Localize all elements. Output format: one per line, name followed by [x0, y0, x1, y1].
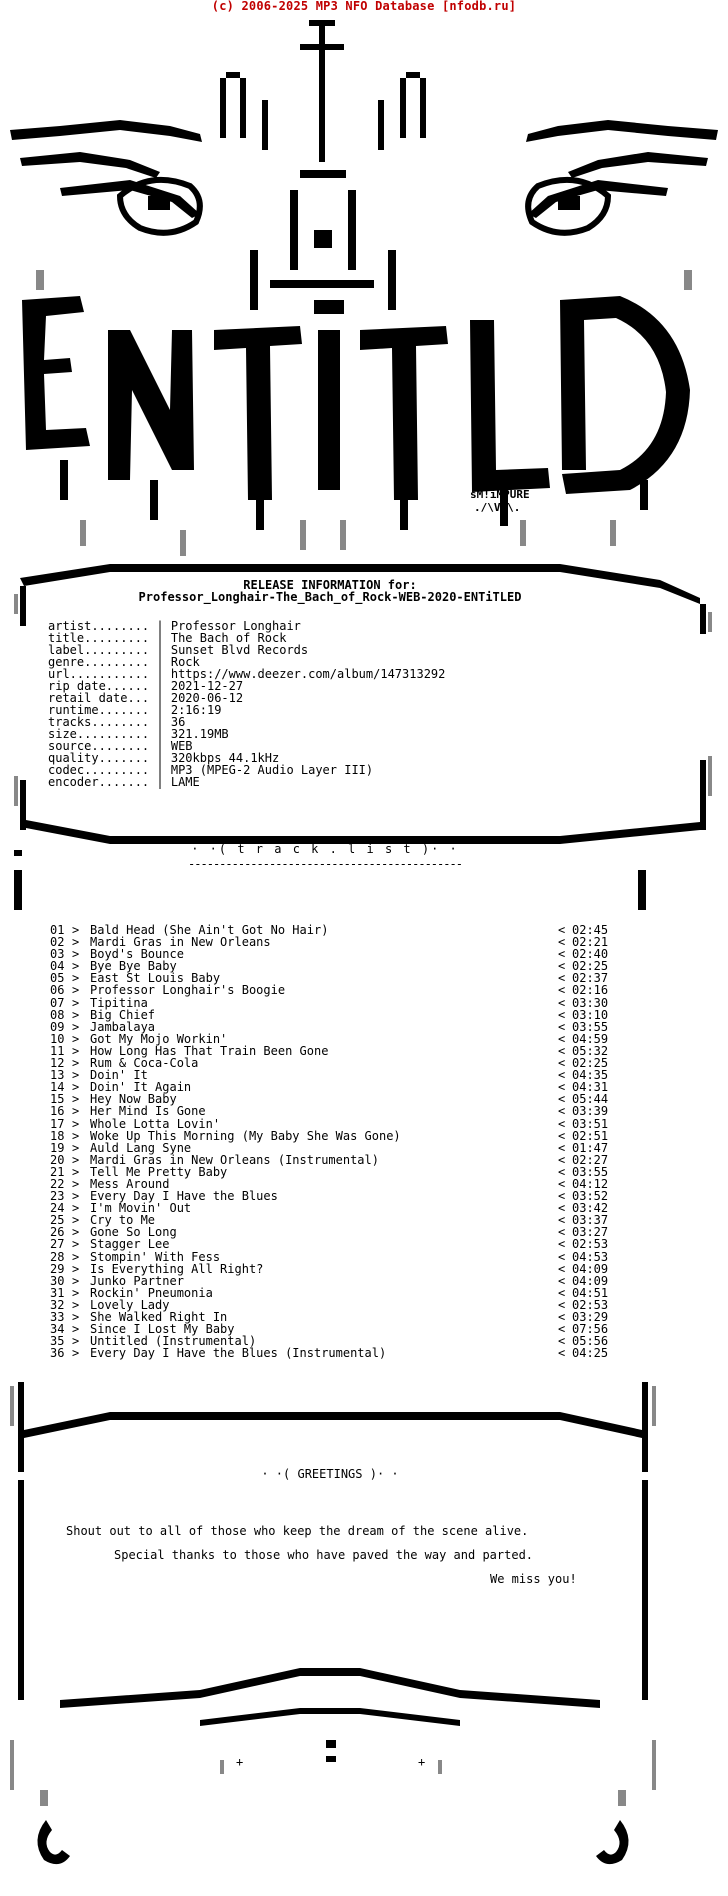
track-title: Woke Up This Morning (My Baby She Was Gone) — [90, 1128, 401, 1143]
track-duration: 05:44 — [572, 1092, 609, 1107]
track-duration: 04:09 — [572, 1273, 609, 1288]
duration-arrow: < — [558, 1128, 566, 1143]
duration-arrow: < — [558, 1068, 566, 1083]
greetings-line: We miss you! — [490, 1572, 577, 1586]
info-key: rip date...... — [48, 679, 150, 693]
track-title: How Long Has That Train Been Gone — [90, 1043, 329, 1058]
tracklist-title: · ·( t r a c k . l i s t )· · — [191, 842, 459, 856]
duration-arrow: < — [558, 1116, 566, 1131]
track-duration: 03:37 — [572, 1213, 609, 1228]
duration-arrow: < — [558, 1261, 566, 1276]
track-title: Professor Longhair's Boogie — [90, 983, 286, 998]
track-arrow: > — [72, 995, 80, 1010]
track-number: 14 — [50, 1080, 65, 1095]
track-title: Every Day I Have the Blues (Instrumental) — [90, 1346, 387, 1361]
greetings-title: · ·( GREETINGS )· · — [261, 1467, 399, 1481]
track-arrow: > — [72, 1334, 80, 1349]
track-title: Junko Partner — [90, 1273, 184, 1288]
release-header-line2: Professor_Longhair-The_Bach_of_Rock-WEB-2020-ENTiTLED — [138, 590, 522, 604]
track-row — [50, 1105, 620, 1117]
track-title: Her Mind Is Gone — [90, 1104, 206, 1119]
track-duration: 04:25 — [572, 1346, 609, 1361]
track-arrow: > — [72, 1285, 80, 1300]
track-arrow: > — [72, 947, 80, 962]
greetings-line: Special thanks to those who have paved the way and parted. — [114, 1548, 534, 1562]
track-number: 17 — [50, 1116, 65, 1131]
track-duration: 04:53 — [572, 1249, 609, 1264]
track-title: Mardi Gras in New Orleans — [90, 935, 271, 950]
track-duration: 03:52 — [572, 1189, 609, 1204]
track-title: Tell Me Pretty Baby — [90, 1164, 228, 1179]
track-number: 05 — [50, 971, 65, 986]
track-title: Untitled (Instrumental) — [90, 1334, 257, 1349]
track-title: Bald Head (She Ain't Got No Hair) — [90, 923, 329, 937]
track-title: Since I Lost My Baby — [90, 1322, 235, 1337]
info-row-artist: artist........ | Professor Longhair — [48, 619, 301, 633]
duration-arrow: < — [558, 1273, 566, 1288]
track-title: Auld Lang Syne — [90, 1140, 192, 1155]
track-number: 30 — [50, 1273, 65, 1288]
tracklist-separator-bottom: -------------------------------------------- — [188, 858, 462, 870]
duration-arrow: < — [558, 1080, 566, 1095]
track-duration: 03:10 — [572, 1007, 609, 1022]
info-key: url........... — [48, 667, 150, 681]
track-number: 25 — [50, 1213, 65, 1228]
duration-arrow: < — [558, 1310, 566, 1324]
track-duration: 03:55 — [572, 1164, 609, 1179]
duration-arrow: < — [558, 1092, 566, 1107]
track-number: 23 — [50, 1189, 65, 1204]
info-value: 36 — [170, 715, 186, 729]
duration-arrow: < — [558, 1285, 566, 1300]
track-title: Got My Mojo Workin' — [90, 1031, 228, 1046]
track-duration: 05:56 — [572, 1334, 609, 1349]
track-title: Boyd's Bounce — [90, 947, 184, 962]
track-arrow: > — [72, 1273, 80, 1288]
track-number: 11 — [50, 1043, 65, 1058]
info-value: 2:16:19 — [170, 703, 222, 717]
release-header — [0, 579, 660, 603]
info-key: source........ — [48, 739, 150, 753]
track-arrow: > — [72, 1297, 80, 1312]
info-value: Sunset Blvd Records — [170, 643, 309, 657]
track-number: 06 — [50, 983, 65, 998]
track-number: 35 — [50, 1334, 65, 1349]
duration-arrow: < — [558, 1007, 566, 1022]
info-key: codec......... — [48, 763, 150, 777]
release-info-table — [48, 620, 445, 788]
info-key: tracks........ — [48, 715, 150, 729]
info-row-url: url........... | https://www.deezer.com/album/147313292 — [48, 667, 446, 681]
info-key: runtime....... — [48, 703, 150, 717]
track-duration: 02:21 — [572, 935, 609, 950]
info-key: artist........ — [48, 619, 150, 633]
track-row — [50, 1275, 620, 1287]
track-row — [50, 1263, 620, 1275]
duration-arrow: < — [558, 1346, 566, 1361]
duration-arrow: < — [558, 1140, 566, 1155]
track-row — [50, 1251, 620, 1263]
track-number: 27 — [50, 1237, 65, 1252]
track-arrow: > — [72, 1213, 80, 1228]
track-row — [50, 1130, 620, 1142]
track-arrow: > — [72, 1322, 80, 1337]
duration-arrow: < — [558, 1019, 566, 1034]
track-number: 13 — [50, 1068, 65, 1083]
track-number: 33 — [50, 1310, 65, 1324]
duration-arrow: < — [558, 1189, 566, 1204]
duration-arrow: < — [558, 1031, 566, 1046]
track-arrow: > — [72, 1237, 80, 1252]
info-value: Rock — [170, 655, 200, 669]
track-number: 09 — [50, 1019, 65, 1034]
info-value: WEB — [170, 739, 193, 753]
track-arrow: > — [72, 1176, 80, 1191]
track-title: Mess Around — [90, 1176, 170, 1191]
duration-arrow: < — [558, 1225, 566, 1240]
track-number: 19 — [50, 1140, 65, 1155]
track-duration: 03:29 — [572, 1310, 609, 1324]
copyright-banner: (c) 2006-2025 MP3 NFO Database [nfodb.ru] — [211, 0, 517, 13]
info-row-label: label......... | Sunset Blvd Records — [48, 643, 309, 657]
track-arrow: > — [72, 1225, 80, 1240]
track-duration: 02:51 — [572, 1128, 609, 1143]
track-arrow: > — [72, 1056, 80, 1071]
info-row-codec: codec......... | MP3 (MPEG-2 Audio Layer III) — [48, 763, 374, 777]
info-value: 2021-12-27 — [170, 679, 244, 693]
track-duration: 04:59 — [572, 1031, 609, 1046]
info-row-encoder: encoder....... | LAME — [48, 775, 200, 789]
track-number: 31 — [50, 1285, 65, 1300]
track-arrow: > — [72, 1261, 80, 1276]
duration-arrow: < — [558, 1213, 566, 1228]
decor-plus-right: + — [418, 1755, 426, 1769]
track-arrow: > — [72, 959, 80, 974]
track-title: Rockin' Pneumonia — [90, 1285, 213, 1300]
track-arrow: > — [72, 923, 80, 937]
duration-arrow: < — [558, 1322, 566, 1337]
info-value: Professor Longhair — [170, 619, 301, 633]
track-number: 02 — [50, 935, 65, 950]
info-row-size: size.......... | 321.19MB — [48, 727, 229, 741]
track-arrow: > — [72, 1092, 80, 1107]
track-title: Lovely Lady — [90, 1297, 170, 1312]
duration-arrow: < — [558, 947, 566, 962]
track-arrow: > — [72, 1189, 80, 1204]
track-duration: 02:45 — [572, 923, 609, 937]
track-arrow: > — [72, 983, 80, 998]
track-arrow: > — [72, 1116, 80, 1131]
track-row — [50, 984, 620, 996]
track-title: Gone So Long — [90, 1225, 177, 1240]
artist-signature-mark: ./\V/\. — [474, 501, 521, 514]
track-arrow: > — [72, 971, 80, 986]
track-arrow: > — [72, 1164, 80, 1179]
duration-arrow: < — [558, 971, 566, 986]
track-title: Bye Bye Baby — [90, 959, 177, 974]
duration-arrow: < — [558, 1201, 566, 1216]
info-value: The Bach of Rock — [170, 631, 287, 645]
track-number: 21 — [50, 1164, 65, 1179]
track-duration: 02:53 — [572, 1297, 609, 1312]
track-title: Doin' It — [90, 1068, 148, 1083]
track-duration: 02:25 — [572, 959, 609, 974]
track-duration: 04:12 — [572, 1176, 609, 1191]
track-duration: 01:47 — [572, 1140, 609, 1155]
info-row-rip-date: rip date...... | 2021-12-27 — [48, 679, 244, 693]
track-arrow: > — [72, 1068, 80, 1083]
duration-arrow: < — [558, 1104, 566, 1119]
track-duration: 03:27 — [572, 1225, 609, 1240]
track-arrow: > — [72, 1043, 80, 1058]
track-number: 04 — [50, 959, 65, 974]
track-list — [50, 924, 620, 1359]
info-key: label......... — [48, 643, 150, 657]
track-number: 01 — [50, 923, 65, 937]
track-title: Stagger Lee — [90, 1237, 170, 1252]
track-row — [50, 1142, 620, 1154]
track-arrow: > — [72, 1019, 80, 1034]
track-duration: 03:51 — [572, 1116, 609, 1131]
track-title: Rum & Coca-Cola — [90, 1056, 199, 1071]
info-row-source: source........ | WEB — [48, 739, 193, 753]
info-row-tracks: tracks........ | 36 — [48, 715, 186, 729]
track-title: Jambalaya — [90, 1019, 156, 1034]
track-duration: 02:16 — [572, 983, 609, 998]
duration-arrow: < — [558, 923, 566, 937]
track-arrow: > — [72, 1080, 80, 1095]
track-number: 26 — [50, 1225, 65, 1240]
track-title: Whole Lotta Lovin' — [90, 1116, 221, 1131]
track-duration: 04:35 — [572, 1068, 609, 1083]
track-duration: 02:37 — [572, 971, 609, 986]
track-duration: 02:53 — [572, 1237, 609, 1252]
track-number: 34 — [50, 1322, 65, 1337]
track-row — [50, 997, 620, 1009]
info-row-quality: quality....... | 320kbps 44.1kHz — [48, 751, 280, 765]
track-title: Mardi Gras in New Orleans (Instrumental) — [90, 1152, 379, 1167]
track-number: 12 — [50, 1056, 65, 1071]
info-row-retail-date: retail date... | 2020-06-12 — [48, 691, 244, 705]
track-arrow: > — [72, 1031, 80, 1046]
track-number: 07 — [50, 995, 65, 1010]
track-title: Every Day I Have the Blues — [90, 1189, 278, 1204]
track-row — [50, 1238, 620, 1250]
track-number: 18 — [50, 1128, 65, 1143]
duration-arrow: < — [558, 1249, 566, 1264]
track-title: Hey Now Baby — [90, 1092, 177, 1107]
track-title: Big Chief — [90, 1007, 156, 1022]
track-duration: 07:56 — [572, 1322, 609, 1337]
track-number: 10 — [50, 1031, 65, 1046]
duration-arrow: < — [558, 1056, 566, 1071]
release-header-line1: RELEASE INFORMATION for: — [243, 578, 417, 592]
track-duration: 03:30 — [572, 995, 609, 1010]
duration-arrow: < — [558, 1176, 566, 1191]
info-key: retail date... — [48, 691, 150, 705]
track-arrow: > — [72, 1310, 80, 1324]
track-row — [50, 1347, 620, 1359]
track-row — [50, 1118, 620, 1130]
track-title: Cry to Me — [90, 1213, 156, 1228]
track-number: 24 — [50, 1201, 65, 1216]
info-row-runtime: runtime....... | 2:16:19 — [48, 703, 222, 717]
track-number: 16 — [50, 1104, 65, 1119]
track-number: 22 — [50, 1176, 65, 1191]
track-arrow: > — [72, 1007, 80, 1022]
track-title: East St Louis Baby — [90, 971, 221, 986]
info-value: 320kbps 44.1kHz — [170, 751, 280, 765]
info-key: size.......... — [48, 727, 150, 741]
info-value: 2020-06-12 — [170, 691, 244, 705]
track-title: Tipitina — [90, 995, 148, 1010]
track-arrow: > — [72, 935, 80, 950]
track-number: 03 — [50, 947, 65, 962]
track-number: 28 — [50, 1249, 65, 1264]
track-duration: 04:51 — [572, 1285, 609, 1300]
track-title: Stompin' With Fess — [90, 1249, 221, 1264]
track-number: 29 — [50, 1261, 65, 1276]
track-duration: 02:40 — [572, 947, 609, 962]
track-duration: 03:55 — [572, 1019, 609, 1034]
track-number: 20 — [50, 1152, 65, 1167]
track-duration: 04:31 — [572, 1080, 609, 1095]
duration-arrow: < — [558, 1164, 566, 1179]
info-key: quality....... — [48, 751, 150, 765]
duration-arrow: < — [558, 1237, 566, 1252]
info-row-genre: genre......... | Rock — [48, 655, 200, 669]
info-key: encoder....... — [48, 775, 150, 789]
info-value: LAME — [170, 775, 200, 789]
info-value: 321.19MB — [170, 727, 229, 741]
track-arrow: > — [72, 1201, 80, 1216]
info-row-title: title......... | The Bach of Rock — [48, 631, 287, 645]
track-duration: 02:25 — [572, 1056, 609, 1071]
track-arrow: > — [72, 1346, 80, 1361]
track-duration: 05:32 — [572, 1043, 609, 1058]
duration-arrow: < — [558, 1043, 566, 1058]
duration-arrow: < — [558, 959, 566, 974]
track-duration: 02:27 — [572, 1152, 609, 1167]
tracklist-separator-top: -------------------------------------------- — [188, 830, 462, 842]
duration-arrow: < — [558, 983, 566, 998]
track-title: Is Everything All Right? — [90, 1261, 264, 1276]
track-arrow: > — [72, 1128, 80, 1143]
track-duration: 04:09 — [572, 1261, 609, 1276]
info-value-url[interactable]: https://www.deezer.com/album/147313292 — [170, 667, 446, 681]
track-arrow: > — [72, 1104, 80, 1119]
duration-arrow: < — [558, 1152, 566, 1167]
decor-plus-left: + — [236, 1755, 244, 1769]
track-arrow: > — [72, 1152, 80, 1167]
greetings-line: Shout out to all of those who keep the dream of the scene alive. — [66, 1524, 529, 1538]
track-number: 32 — [50, 1297, 65, 1312]
info-value: MP3 (MPEG-2 Audio Layer III) — [170, 763, 374, 777]
track-duration: 03:42 — [572, 1201, 609, 1216]
track-title: I'm Movin' Out — [90, 1201, 192, 1216]
track-number: 08 — [50, 1007, 65, 1022]
track-arrow: > — [72, 1249, 80, 1264]
duration-arrow: < — [558, 935, 566, 950]
track-title: Doin' It Again — [90, 1080, 192, 1095]
duration-arrow: < — [558, 1334, 566, 1349]
info-key: genre......... — [48, 655, 150, 669]
duration-arrow: < — [558, 1297, 566, 1312]
info-key: title......... — [48, 631, 150, 645]
track-title: She Walked Right In — [90, 1310, 228, 1324]
track-number: 15 — [50, 1092, 65, 1107]
track-number: 36 — [50, 1346, 65, 1361]
track-duration: 03:39 — [572, 1104, 609, 1119]
track-row — [50, 1009, 620, 1021]
artist-signature: sM!iMPURE — [470, 488, 530, 501]
track-arrow: > — [72, 1140, 80, 1155]
duration-arrow: < — [558, 995, 566, 1010]
